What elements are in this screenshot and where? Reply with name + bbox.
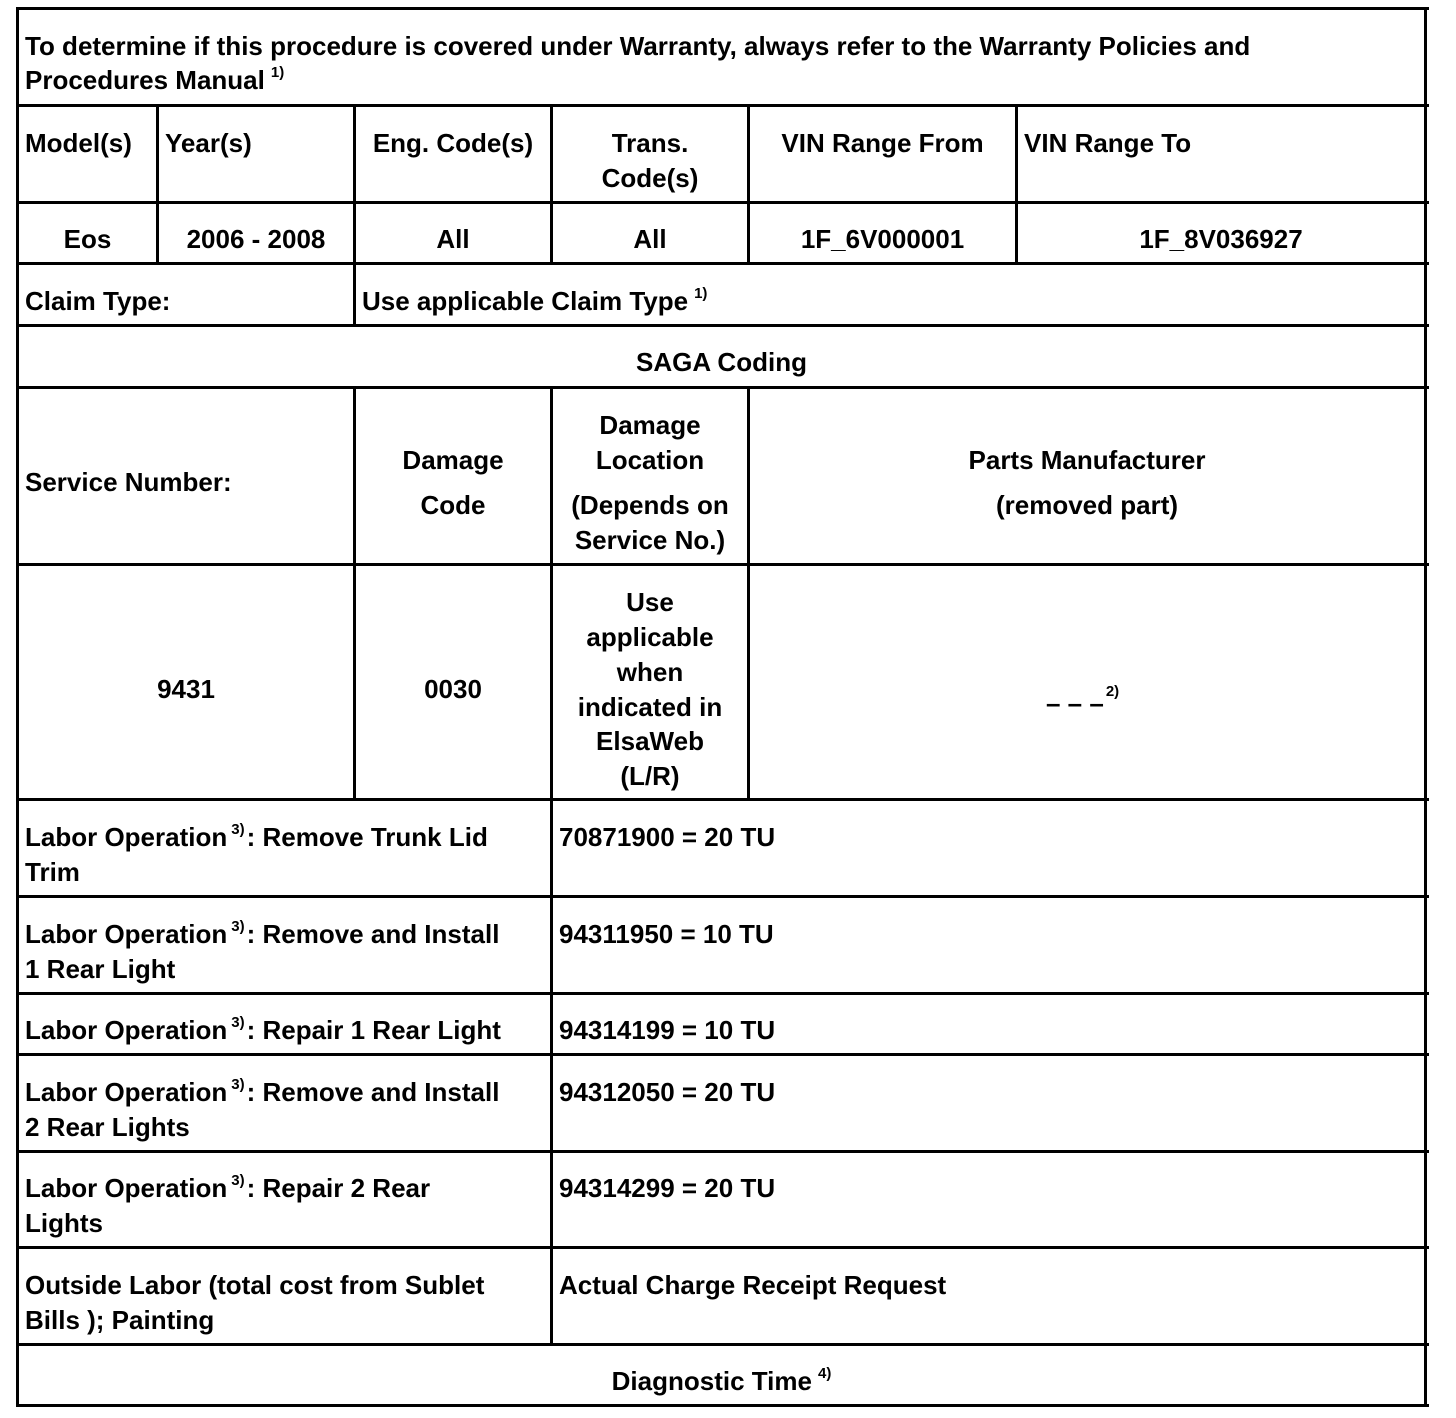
- footnote-ref: 4): [818, 1365, 832, 1382]
- row-divider: [16, 1150, 1429, 1153]
- footnote-ref: 3): [231, 1076, 245, 1093]
- table-border-bottom: [16, 1404, 1429, 1407]
- claim-type-text: Use applicable Claim Type: [362, 286, 689, 316]
- row-divider: [16, 104, 1429, 107]
- labor-operation-label-line-1: [25, 1171, 430, 1210]
- table-border-right: [1424, 7, 1427, 1407]
- row-divider: [16, 1246, 1429, 1249]
- row-divider: [16, 386, 1429, 389]
- header-models: Model(s): [25, 128, 132, 158]
- footnote-ref: 3): [231, 821, 245, 838]
- labor-operation-prefix: Labor Operation: [25, 822, 228, 852]
- damage-location-label-1: Damage: [599, 410, 701, 440]
- damage-location-value-2: applicable: [586, 622, 714, 652]
- service-number-value: 9431: [157, 674, 215, 704]
- outside-labor-value: Actual Charge Receipt Request: [559, 1270, 947, 1300]
- outside-labor-label-line-1: Outside Labor (total cost from Sublet: [25, 1270, 485, 1300]
- labor-operation-prefix: Labor Operation: [25, 1173, 228, 1203]
- labor-operation-desc: : Repair 1 Rear Light: [246, 1015, 501, 1045]
- labor-operation-label-line-2: Lights: [25, 1208, 103, 1238]
- cell-model: Eos: [63, 224, 112, 254]
- table-border-left: [16, 7, 19, 1407]
- parts-manufacturer-value: [1046, 683, 1120, 725]
- cell-vin-from: 1F_6V000001: [800, 224, 965, 254]
- footnote-ref: 3): [231, 1172, 245, 1189]
- labor-operation-desc: : Remove and Install: [246, 1077, 500, 1107]
- outside-labor-label-line-2: Bills ); Painting: [25, 1305, 215, 1335]
- damage-location-value-5: ElsaWeb: [596, 726, 704, 756]
- damage-location-label-3: (Depends on: [571, 490, 729, 520]
- diagnostic-time-text: Diagnostic Time: [611, 1366, 812, 1396]
- labor-operation-prefix: Labor Operation: [25, 1015, 228, 1045]
- labor-operation-prefix: Labor Operation: [25, 1077, 228, 1107]
- cell-eng-code: All: [436, 224, 470, 254]
- row-divider: [16, 798, 1429, 801]
- footnote-ref: 1): [270, 64, 285, 81]
- labor-operation-prefix: Labor Operation: [25, 919, 228, 949]
- damage-location-value-4: indicated in: [577, 692, 723, 722]
- diagnostic-time-title: [19, 1364, 1424, 1403]
- footnote-ref: 3): [231, 1014, 245, 1031]
- labor-operation-value: 70871900 = 20 TU: [559, 822, 776, 852]
- claim-type-label: Claim Type:: [25, 286, 171, 316]
- damage-location-value-1: Use: [626, 587, 674, 617]
- row-divider: [16, 201, 1429, 204]
- labor-operation-label-line-2: Trim: [25, 857, 80, 887]
- labor-operation-label-line-1: [25, 917, 499, 956]
- saga-coding-title: SAGA Coding: [636, 347, 807, 377]
- warranty-note-line-1: To determine if this procedure is covered under Warranty, always refer to the Warranty Policies and: [25, 31, 1251, 61]
- labor-operation-label-line-1: [25, 1075, 499, 1114]
- damage-code-label-2: Code: [420, 490, 486, 520]
- header-vin-from: VIN Range From: [781, 128, 984, 158]
- labor-operation-value: 94312050 = 20 TU: [559, 1077, 776, 1107]
- labor-operation-value: 94314199 = 10 TU: [559, 1015, 776, 1045]
- header-trans-codes-line-2: Code(s): [601, 163, 699, 193]
- footnote-ref: 2): [1105, 683, 1120, 700]
- header-years: Year(s): [165, 128, 252, 158]
- row-divider: [16, 895, 1429, 898]
- labor-operation-label-line-2: 1 Rear Light: [25, 954, 176, 984]
- labor-operation-desc: : Repair 2 Rear: [246, 1173, 431, 1203]
- header-eng-codes: Eng. Code(s): [372, 128, 534, 158]
- labor-operation-label-line-1: [25, 1013, 501, 1052]
- labor-operation-value: 94311950 = 10 TU: [559, 919, 774, 949]
- header-trans-codes-line-1: Trans.: [611, 128, 689, 158]
- parts-manufacturer-text: – – –: [1046, 688, 1104, 718]
- parts-manufacturer-label-1: Parts Manufacturer: [968, 445, 1206, 475]
- row-divider: [16, 563, 1429, 566]
- table-border-top: [16, 7, 1429, 10]
- labor-operation-desc: : Remove and Install: [246, 919, 500, 949]
- parts-manufacturer-label-2: (removed part): [995, 490, 1179, 520]
- cell-vin-to: 1F_8V036927: [1139, 224, 1303, 254]
- labor-operation-value: 94314299 = 20 TU: [559, 1173, 776, 1203]
- row-divider: [16, 1343, 1429, 1346]
- damage-code-value: 0030: [424, 674, 482, 704]
- damage-location-label-2: Location: [595, 445, 705, 475]
- cell-trans-code: All: [633, 224, 667, 254]
- row-divider: [16, 324, 1429, 327]
- labor-operation-label-line-1: [25, 820, 488, 859]
- footnote-ref: 1): [694, 285, 708, 302]
- warranty-note-line-2: [25, 63, 284, 102]
- footnote-ref: 3): [231, 918, 245, 935]
- cell-years: 2006 - 2008: [186, 224, 326, 254]
- claim-type-value: [362, 284, 707, 323]
- labor-operation-desc: : Remove Trunk Lid: [246, 822, 488, 852]
- damage-location-value-3: when: [616, 657, 684, 687]
- row-divider: [16, 262, 1429, 265]
- labor-operation-label-line-2: 2 Rear Lights: [25, 1112, 190, 1142]
- header-vin-to: VIN Range To: [1024, 128, 1192, 158]
- row-divider: [16, 1053, 1429, 1056]
- service-number-label: Service Number:: [25, 467, 232, 497]
- damage-location-value-6: (L/R): [620, 761, 680, 791]
- row-divider: [16, 992, 1429, 995]
- damage-code-label-1: Damage: [402, 445, 504, 475]
- warranty-note-text: Procedures Manual: [25, 65, 265, 95]
- damage-location-label-4: Service No.): [574, 525, 726, 555]
